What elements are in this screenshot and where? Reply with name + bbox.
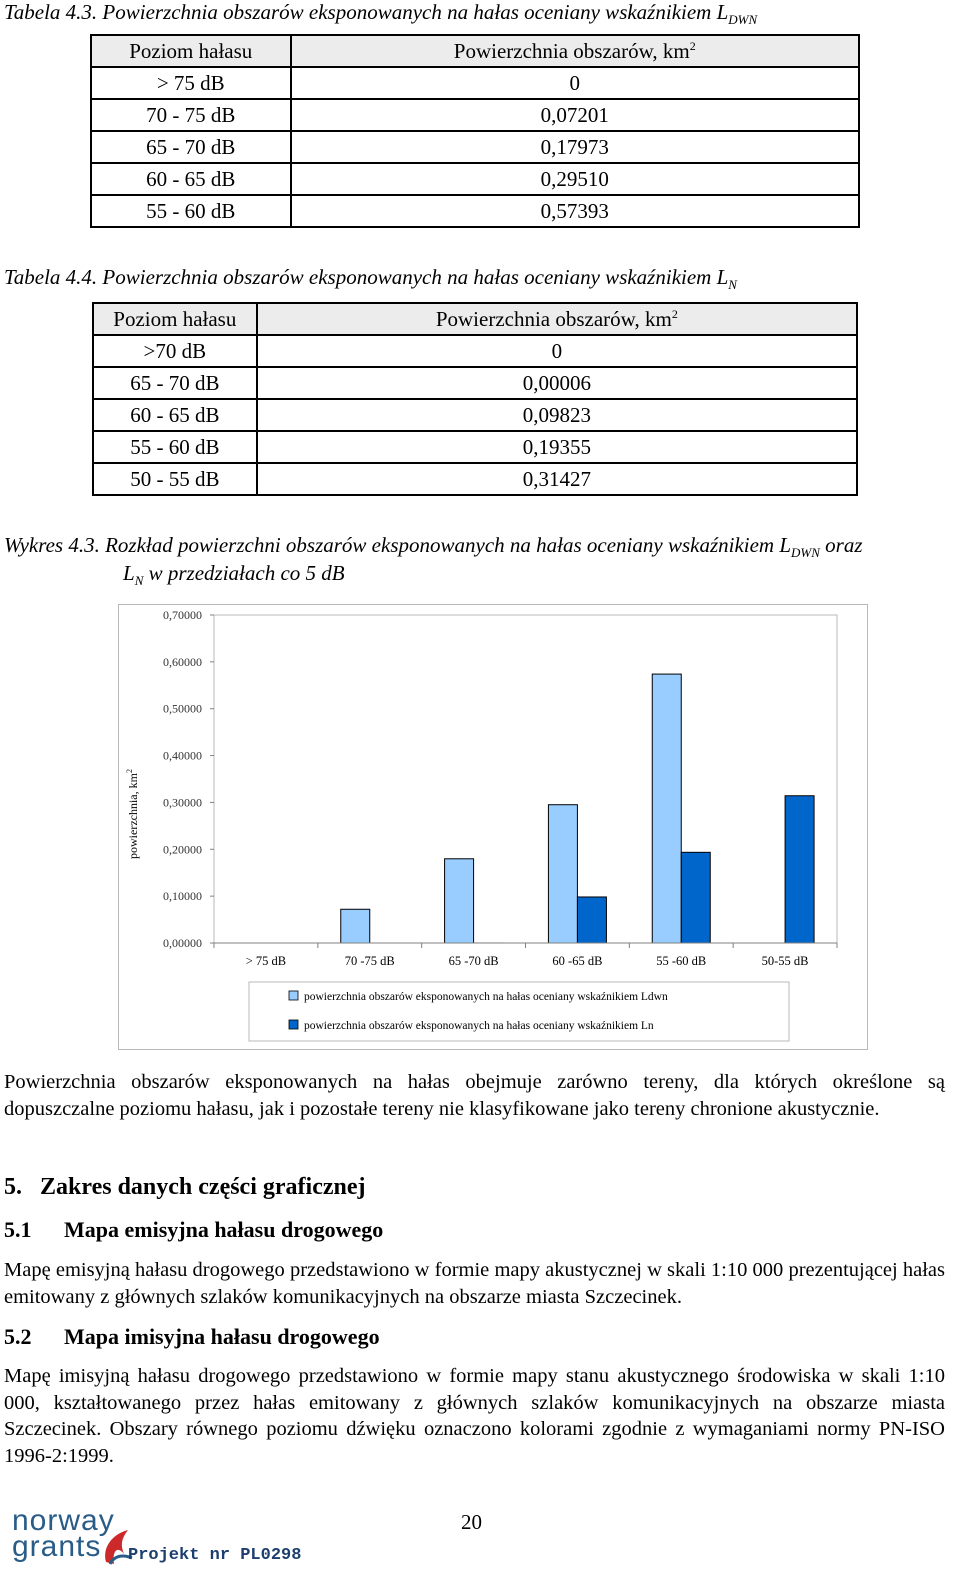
bar-series-2: [785, 796, 814, 943]
y-tick-label: 0,70000: [163, 608, 202, 622]
section-5-2-title: Mapa imisyjna hałasu drogowego: [64, 1324, 380, 1349]
chart-frame: [118, 604, 868, 1050]
y-axis-label-sup: 2: [125, 769, 134, 774]
norway-grants-logo: [12, 1504, 302, 1580]
y-tick-label: 0,40000: [163, 748, 202, 763]
paragraph-immission-map: Mapę imisyjną hałasu drogowego przedstawiono w formie mapy stanu akustycznego środowiska w skali 1:10 000, kształtowanego przez hałas emitowany z głównych szlaków komunikacyjnych na obszarze miasta Szczecinek. Obszary równego poziomu dźwięku oznaczono kolorami zgodnie z wymaganiami normy PN-ISO 1996-2:1999.: [4, 1365, 945, 1467]
table2-cell-level: 65 - 70 dB: [93, 367, 257, 399]
table-row: [91, 99, 859, 131]
paragraph-exposure: Powierzchnia obszarów eksponowanych na hałas obejmuje zarówno tereny, dla których określone są dopuszczalne poziomu hałasu, jak i pozostałe tereny nie klasyfikowane jako tereny chronione akustycznie.: [4, 1071, 945, 1120]
figure-caption-line1: [4, 533, 863, 561]
table-row: [91, 163, 859, 195]
table2-caption-sub: N: [728, 277, 737, 293]
bar-series-1: [652, 674, 681, 943]
section-5-1-number: 5.1: [4, 1217, 32, 1242]
table1-cell-level: 65 - 70 dB: [91, 131, 291, 163]
table2: [92, 302, 858, 496]
figure-caption-text-2a: L: [123, 561, 135, 585]
page-number: 20: [461, 1510, 482, 1534]
section-5-2-heading: [4, 1324, 380, 1350]
figure-caption-line2: [123, 561, 345, 589]
table-row: [93, 335, 857, 367]
table1-header-area-sup: 2: [689, 38, 696, 53]
table2-cell-level: 60 - 65 dB: [93, 399, 257, 431]
table2-cell-level: >70 dB: [93, 335, 257, 367]
table1-cell-level: 60 - 65 dB: [91, 163, 291, 195]
table1-header-row: [91, 35, 859, 67]
x-tick-label: 65 -70 dB: [448, 954, 499, 968]
table2-caption-text: Tabela 4.4. Powierzchnia obszarów eksponowanych na hałas oceniany wskaźnikiem L: [4, 265, 729, 289]
table1-cell-level: 70 - 75 dB: [91, 99, 291, 131]
table-row: [91, 195, 859, 227]
table2-header-level: Poziom hałasu: [93, 303, 257, 335]
section-5-title: Zakres danych części graficznej: [40, 1174, 366, 1200]
bar-series-1: [445, 859, 474, 943]
table1-cell-area: 0: [291, 67, 859, 99]
table2-cell-area: 0,19355: [257, 431, 857, 463]
table-row: [93, 367, 857, 399]
table1-caption-sub: DWN: [728, 12, 758, 28]
table2-header-row: [93, 303, 857, 335]
section-5-heading: [4, 1174, 366, 1201]
legend-entry: powierzchnia obszarów eksponowanych na hałas oceniany wskaźnikiem Ln: [304, 1020, 654, 1032]
y-axis-label: powierzchnia, $km^2$: [125, 769, 140, 859]
figure-caption-text-2b: w przedziałach co 5 dB: [143, 561, 345, 585]
table1-cell-area: 0,07201: [291, 99, 859, 131]
y-tick-label: 0,10000: [163, 889, 202, 904]
x-tick-label: 60 -65 dB: [552, 954, 603, 968]
table2-header-area-text: Powierzchnia obszarów, km: [435, 306, 672, 331]
table2-cell-level: 50 - 55 dB: [93, 463, 257, 495]
table1-caption-text: Tabela 4.3. Powierzchnia obszarów eksponowanych na hałas oceniany wskaźnikiem L: [4, 0, 729, 24]
table2-cell-area: 0: [257, 335, 857, 367]
figure-caption-text-1b: oraz: [819, 533, 863, 557]
bar-series-2: [577, 897, 606, 943]
y-tick-label: 0,30000: [163, 795, 202, 810]
table2-caption: [4, 265, 737, 293]
projekt-number: Projekt nr PL0298: [128, 1546, 302, 1565]
table1-caption: [4, 0, 757, 28]
table2-cell-area: 0,09823: [257, 399, 857, 431]
section-5-2-number: 5.2: [4, 1324, 32, 1349]
section-5-number: 5.: [4, 1174, 22, 1200]
legend-swatch: [289, 1020, 298, 1029]
bar-series-1: [341, 909, 370, 943]
table1-header-level: Poziom hałasu: [91, 35, 291, 67]
table-row: [91, 67, 859, 99]
table1-header-area: [291, 35, 859, 67]
table-row: [93, 399, 857, 431]
table-row: [91, 131, 859, 163]
table2-header-area-sup: 2: [671, 306, 678, 321]
y-tick-label: 0,20000: [163, 842, 202, 857]
table1-cell-area: 0,29510: [291, 163, 859, 195]
section-5-1-title: Mapa emisyjna hałasu drogowego: [64, 1217, 384, 1242]
bar-chart: [119, 605, 867, 1049]
logo-line-grants: grants: [12, 1530, 102, 1563]
x-tick-label: 50-55 dB: [761, 954, 809, 968]
legend-entry: powierzchnia obszarów eksponowanych na hałas oceniany wskaźnikiem Ldwn: [304, 991, 668, 1003]
figure-caption-sub-2: N: [134, 573, 144, 589]
y-tick-label: 0,00000: [163, 936, 202, 950]
table2-cell-area: 0,31427: [257, 463, 857, 495]
table2-header-area: [257, 303, 857, 335]
table2-cell-level: 55 - 60 dB: [93, 431, 257, 463]
table1-cell-level: 55 - 60 dB: [91, 195, 291, 227]
x-tick-label: 70 -75 dB: [344, 954, 395, 968]
table1-cell-level: > 75 dB: [91, 67, 291, 99]
table-row: [93, 463, 857, 495]
bar-series-1: [548, 805, 577, 943]
table1-header-area-text: Powierzchnia obszarów, km: [453, 38, 690, 63]
y-tick-label: 0,50000: [163, 701, 202, 716]
table1: [90, 34, 860, 228]
section-5-1-heading: [4, 1217, 383, 1243]
plot-area: [214, 615, 837, 943]
table1-cell-area: 0,17973: [291, 131, 859, 163]
legend-swatch: [289, 991, 298, 1000]
logo-line-norway: norway: [12, 1504, 115, 1537]
figure-caption-sub-1: DWN: [791, 545, 820, 561]
x-tick-label: > 75 dB: [245, 954, 287, 968]
y-tick-label: 0,60000: [163, 654, 202, 669]
figure-caption-text-1a: Wykres 4.3. Rozkład powierzchni obszarów eksponowanych na hałas oceniany wskaźnikiem L: [4, 533, 792, 557]
table-row: [93, 431, 857, 463]
x-tick-label: 55 -60 dB: [656, 954, 707, 968]
bar-series-2: [681, 852, 710, 943]
table1-cell-area: 0,57393: [291, 195, 859, 227]
paragraph-emission-map: Mapę emisyjną hałasu drogowego przedstawiono w formie mapy akustycznej w skali 1:10 000 prezentującej hałas emitowany z głównych szlaków komunikacyjnych na obszarze miasta Szczecinek.: [4, 1259, 945, 1308]
table2-cell-area: 0,00006: [257, 367, 857, 399]
